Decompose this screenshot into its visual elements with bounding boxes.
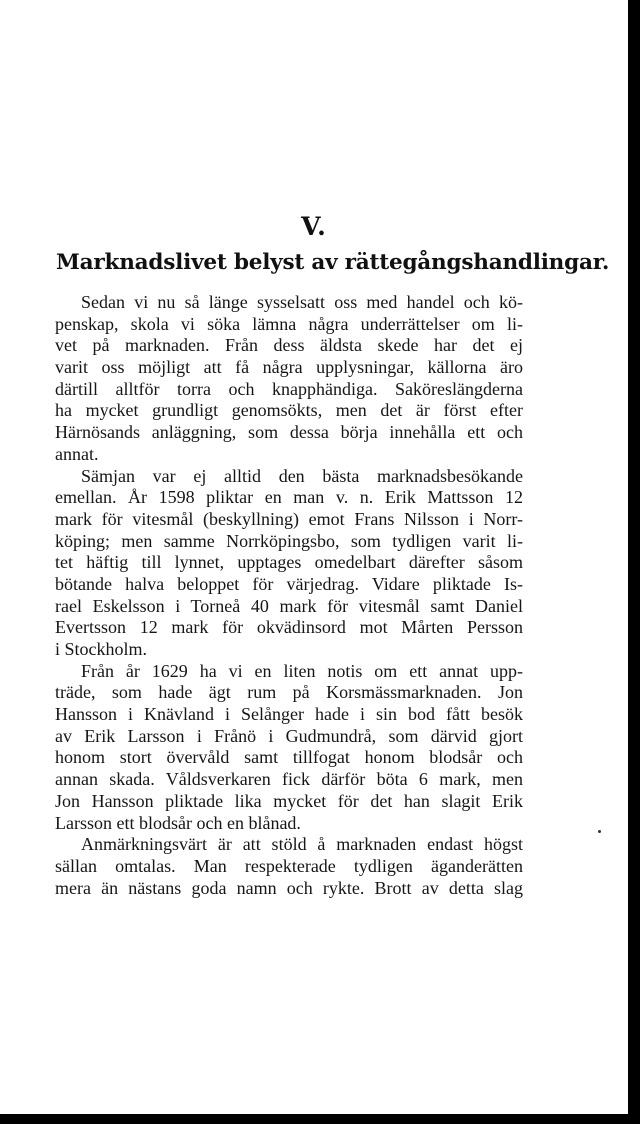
text-line: tet häftig till lynnet, upptages omedelbart därefter såsom: [55, 552, 523, 573]
text-line: av Erik Larsson i Frånö i Gudmundrå, som därvid gjort: [55, 725, 523, 746]
text-line: Anmärkningsvärt är att stöld å marknaden endast högst: [81, 834, 523, 855]
text-line: annan skada. Våldsverkaren fick därför böta 6 mark, men: [55, 769, 523, 790]
text-line: Från år 1629 ha vi en liten notis om ett annat upp-: [81, 660, 523, 681]
text-line: mark för vitesmål (beskyllning) emot Frans Nilsson i Norr-: [55, 508, 523, 529]
text-line: sällan omtalas. Man respekterade tydligen äganderätten: [55, 855, 523, 876]
text-line: Evertsson 12 mark för okvädinsord mot Mårten Persson: [55, 617, 523, 638]
text-line: därtill alltför torra och knapphändiga. Saköreslängderna: [55, 378, 523, 399]
text-line: ha mycket grundligt genomsökts, men det är först efter: [55, 400, 523, 421]
text-line: varit oss möjligt att få några upplysningar, källorna äro: [55, 357, 523, 378]
scan-speck: [598, 830, 601, 833]
text-line: Jon Hansson pliktade lika mycket för det han slagit Erik: [55, 790, 523, 811]
body-text: [55, 292, 523, 899]
text-line: Sedan vi nu så länge sysselsatt oss med handel och kö-: [81, 292, 523, 312]
text-line: bötande halva beloppet för värjedrag. Vidare pliktade Is-: [55, 573, 523, 594]
text-line: träde, som hade ägt rum på Korsmässmarknaden. Jon: [55, 682, 523, 703]
text-line: Sämjan var ej alltid den bästa marknadsbesökande: [81, 465, 523, 486]
text-line: rael Eskelsson i Torneå 40 mark för vitesmål samt Daniel: [55, 595, 523, 616]
text-line: honom stort övervåld samt tillfogat honom blodsår och: [55, 747, 523, 768]
text-line: köping; men samme Norrköpingsbo, som tydligen varit li-: [55, 530, 523, 551]
text-line: i Stockholm.: [55, 639, 148, 659]
text-line: Härnösands anläggning, som dessa börja innehålla ett och: [55, 422, 523, 443]
text-line: penskap, skola vi söka lämna några underrättelser om li-: [55, 313, 523, 334]
chapter-title: Marknadslivet belyst av rättegångshandlingar.: [56, 250, 610, 275]
text-line: mera än nästans goda namn och rykte. Brott av detta slag: [55, 877, 523, 898]
text-line: vet på marknaden. Från dess äldsta skede har det ej: [55, 335, 523, 356]
text-line: emellan. År 1598 pliktar en man v. n. Erik Mattsson 12: [55, 487, 523, 508]
text-line: Hansson i Knävland i Selånger hade i sin bod fått besök: [55, 704, 523, 725]
text-line: annat.: [55, 443, 99, 464]
text-line: Larsson ett blodsår och en blånad.: [55, 812, 301, 833]
chapter-number: V.: [301, 212, 327, 241]
